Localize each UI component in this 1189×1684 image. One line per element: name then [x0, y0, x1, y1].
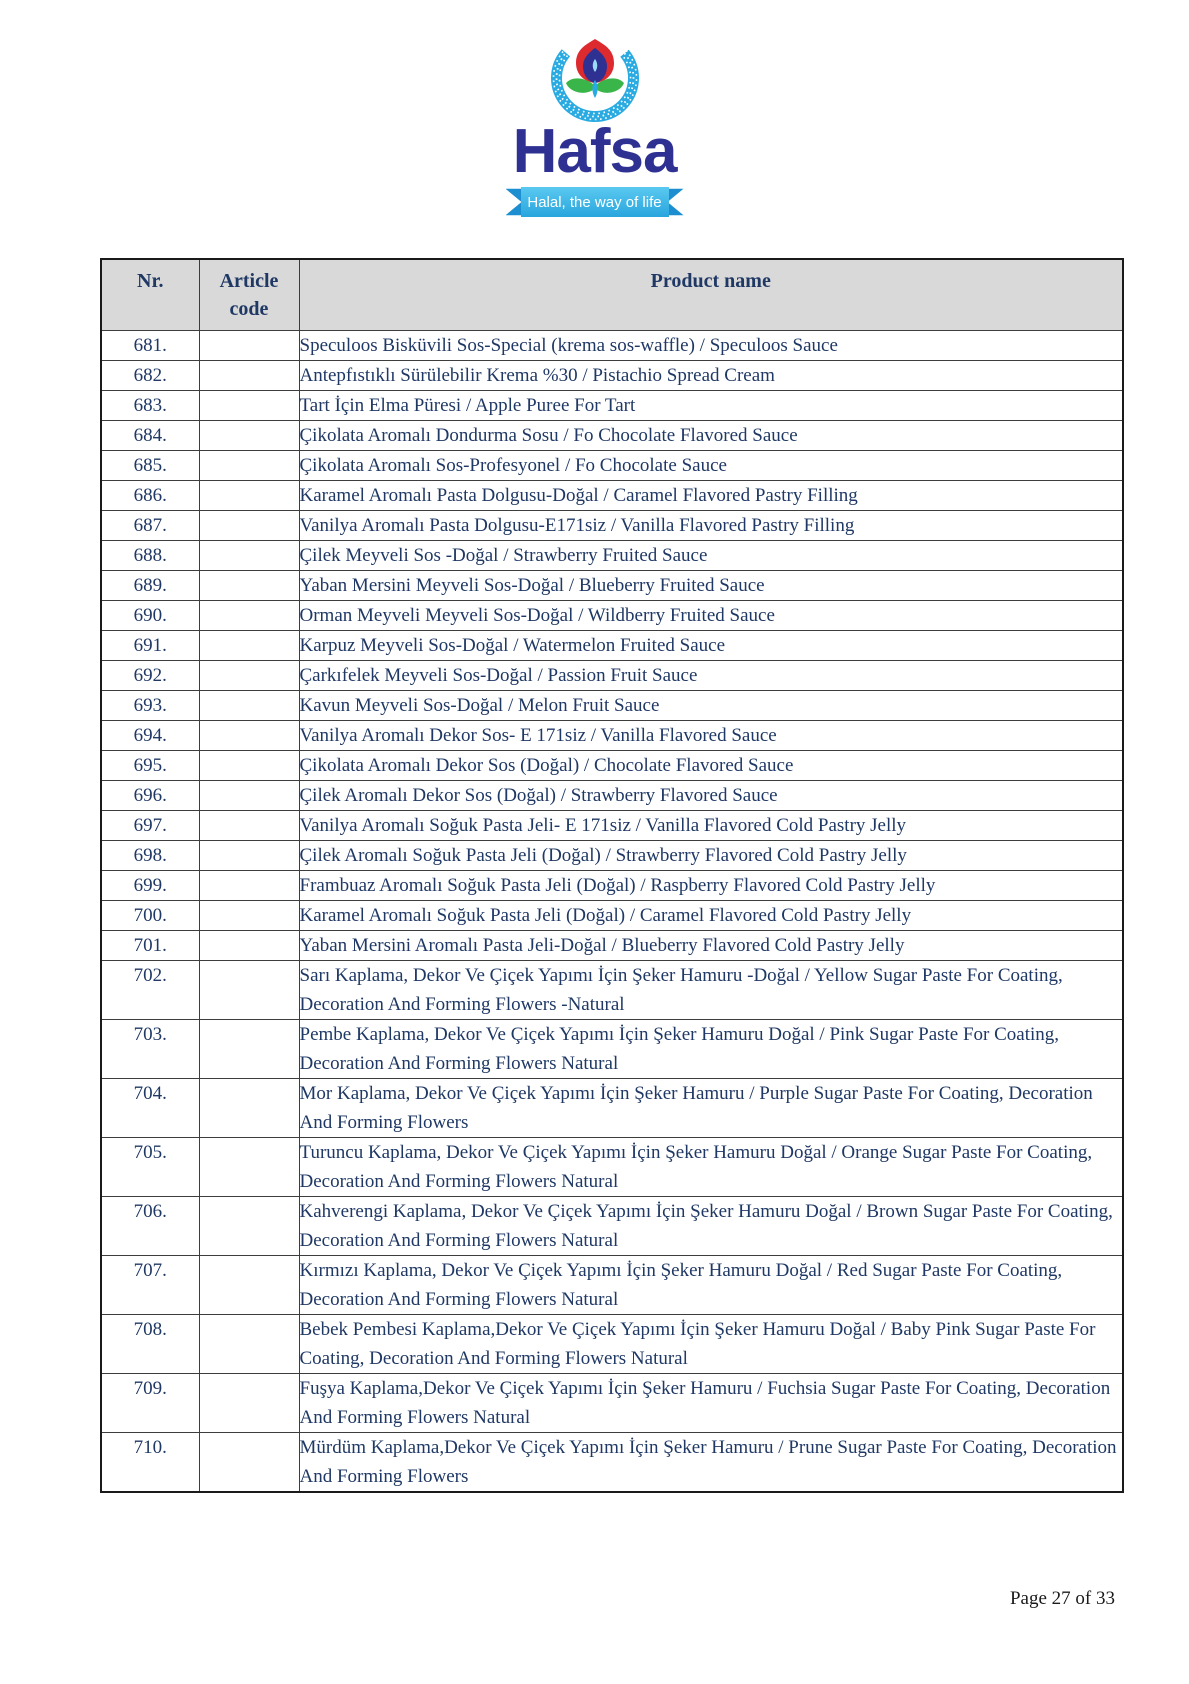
cell-nr: 709. — [101, 1374, 199, 1433]
cell-nr: 704. — [101, 1079, 199, 1138]
cell-article-code — [199, 661, 299, 691]
cell-product-name: Mürdüm Kaplama,Dekor Ve Çiçek Yapımı İçin Şeker Hamuru / Prune Sugar Paste For Coating, Decoration And Forming Flowers — [299, 1433, 1123, 1493]
table-row — [101, 1079, 1123, 1138]
table-row — [101, 931, 1123, 961]
table-row — [101, 481, 1123, 511]
cell-product-name: Kırmızı Kaplama, Dekor Ve Çiçek Yapımı İçin Şeker Hamuru Doğal / Red Sugar Paste For Coating, Decoration And Forming Flowers Natural — [299, 1256, 1123, 1315]
table-row — [101, 1197, 1123, 1256]
cell-nr: 681. — [101, 331, 199, 361]
cell-nr: 692. — [101, 661, 199, 691]
table-row — [101, 871, 1123, 901]
cell-nr: 683. — [101, 391, 199, 421]
table-row — [101, 1256, 1123, 1315]
cell-product-name: Çilek Aromalı Dekor Sos (Doğal) / Strawberry Flavored Sauce — [299, 781, 1123, 811]
cell-article-code — [199, 1138, 299, 1197]
cell-product-name: Orman Meyveli Meyveli Sos-Doğal / Wildberry Fruited Sauce — [299, 601, 1123, 631]
cell-nr: 697. — [101, 811, 199, 841]
cell-article-code — [199, 841, 299, 871]
table-row — [101, 961, 1123, 1020]
cell-article-code — [199, 481, 299, 511]
cell-product-name: Kahverengi Kaplama, Dekor Ve Çiçek Yapımı İçin Şeker Hamuru Doğal / Brown Sugar Paste For Coating, Decoration And Forming Flowers Natural — [299, 1197, 1123, 1256]
cell-product-name: Karpuz Meyveli Sos-Doğal / Watermelon Fruited Sauce — [299, 631, 1123, 661]
table-row — [101, 631, 1123, 661]
cell-product-name: Antepfıstıklı Sürülebilir Krema %30 / Pistachio Spread Cream — [299, 361, 1123, 391]
cell-article-code — [199, 1256, 299, 1315]
logo-wordmark: Hafsa — [512, 117, 677, 186]
column-header-article-code: Article code — [199, 259, 299, 331]
column-header-nr: Nr. — [101, 259, 199, 331]
cell-product-name: Vanilya Aromalı Pasta Dolgusu-E171siz / Vanilla Flavored Pastry Filling — [299, 511, 1123, 541]
table-header-row — [101, 259, 1123, 331]
cell-product-name: Çilek Aromalı Soğuk Pasta Jeli (Doğal) / Strawberry Flavored Cold Pastry Jelly — [299, 841, 1123, 871]
cell-article-code — [199, 451, 299, 481]
table-row — [101, 691, 1123, 721]
cell-product-name: Vanilya Aromalı Dekor Sos- E 171siz / Vanilla Flavored Sauce — [299, 721, 1123, 751]
cell-nr: 686. — [101, 481, 199, 511]
table-row — [101, 331, 1123, 361]
cell-nr: 702. — [101, 961, 199, 1020]
cell-product-name: Çilek Meyveli Sos -Doğal / Strawberry Fruited Sauce — [299, 541, 1123, 571]
tulip-crescent-icon — [545, 35, 645, 123]
cell-article-code — [199, 781, 299, 811]
products-table — [100, 258, 1124, 1493]
table-row — [101, 421, 1123, 451]
cell-article-code — [199, 391, 299, 421]
cell-article-code — [199, 1433, 299, 1493]
cell-article-code — [199, 901, 299, 931]
cell-article-code — [199, 541, 299, 571]
cell-article-code — [199, 751, 299, 781]
cell-product-name: Çikolata Aromalı Dondurma Sosu / Fo Chocolate Flavored Sauce — [299, 421, 1123, 451]
cell-product-name: Vanilya Aromalı Soğuk Pasta Jeli- E 171siz / Vanilla Flavored Cold Pastry Jelly — [299, 811, 1123, 841]
cell-product-name: Karamel Aromalı Pasta Dolgusu-Doğal / Caramel Flavored Pastry Filling — [299, 481, 1123, 511]
cell-nr: 691. — [101, 631, 199, 661]
cell-product-name: Karamel Aromalı Soğuk Pasta Jeli (Doğal) / Caramel Flavored Cold Pastry Jelly — [299, 901, 1123, 931]
cell-article-code — [199, 361, 299, 391]
table-row — [101, 751, 1123, 781]
logo-tagline: Halal, the way of life — [521, 187, 669, 217]
cell-article-code — [199, 331, 299, 361]
cell-nr: 682. — [101, 361, 199, 391]
cell-nr: 687. — [101, 511, 199, 541]
cell-article-code — [199, 421, 299, 451]
cell-product-name: Mor Kaplama, Dekor Ve Çiçek Yapımı İçin Şeker Hamuru / Purple Sugar Paste For Coating, Decoration And Forming Flowers — [299, 1079, 1123, 1138]
cell-nr: 696. — [101, 781, 199, 811]
cell-article-code — [199, 931, 299, 961]
cell-product-name: Fuşya Kaplama,Dekor Ve Çiçek Yapımı İçin Şeker Hamuru / Fuchsia Sugar Paste For Coating, Decoration And Forming Flowers Natural — [299, 1374, 1123, 1433]
cell-nr: 689. — [101, 571, 199, 601]
cell-product-name: Frambuaz Aromalı Soğuk Pasta Jeli (Doğal) / Raspberry Flavored Cold Pastry Jelly — [299, 871, 1123, 901]
cell-article-code — [199, 1315, 299, 1374]
table-row — [101, 901, 1123, 931]
cell-nr: 708. — [101, 1315, 199, 1374]
table-row — [101, 661, 1123, 691]
table-row — [101, 1433, 1123, 1493]
cell-nr: 705. — [101, 1138, 199, 1197]
cell-nr: 698. — [101, 841, 199, 871]
table-row — [101, 841, 1123, 871]
page-number: Page 27 of 33 — [1009, 1588, 1115, 1609]
cell-product-name: Çikolata Aromalı Dekor Sos (Doğal) / Chocolate Flavored Sauce — [299, 751, 1123, 781]
cell-article-code — [199, 601, 299, 631]
cell-product-name: Yaban Mersini Aromalı Pasta Jeli-Doğal / Blueberry Flavored Cold Pastry Jelly — [299, 931, 1123, 961]
table-row — [101, 601, 1123, 631]
table-row — [101, 1374, 1123, 1433]
cell-nr: 706. — [101, 1197, 199, 1256]
cell-product-name: Yaban Mersini Meyveli Sos-Doğal / Blueberry Fruited Sauce — [299, 571, 1123, 601]
table-row — [101, 451, 1123, 481]
cell-nr: 694. — [101, 721, 199, 751]
table-row — [101, 391, 1123, 421]
cell-article-code — [199, 631, 299, 661]
cell-nr: 688. — [101, 541, 199, 571]
cell-nr: 685. — [101, 451, 199, 481]
table-row — [101, 541, 1123, 571]
cell-nr: 684. — [101, 421, 199, 451]
cell-nr: 710. — [101, 1433, 199, 1493]
table-row — [101, 361, 1123, 391]
table-row — [101, 511, 1123, 541]
column-header-product-name: Product name — [299, 259, 1123, 331]
cell-product-name: Pembe Kaplama, Dekor Ve Çiçek Yapımı İçin Şeker Hamuru Doğal / Pink Sugar Paste For Coating, Decoration And Forming Flowers Natural — [299, 1020, 1123, 1079]
cell-article-code — [199, 871, 299, 901]
table-row — [101, 1315, 1123, 1374]
cell-nr: 699. — [101, 871, 199, 901]
cell-article-code — [199, 1197, 299, 1256]
cell-product-name: Çarkıfelek Meyveli Sos-Doğal / Passion Fruit Sauce — [299, 661, 1123, 691]
cell-article-code — [199, 511, 299, 541]
hafsa-logo — [0, 35, 1189, 217]
cell-nr: 693. — [101, 691, 199, 721]
cell-product-name: Speculoos Bisküvili Sos-Special (krema sos-waffle) / Speculoos Sauce — [299, 331, 1123, 361]
cell-article-code — [199, 811, 299, 841]
cell-article-code — [199, 691, 299, 721]
cell-nr: 690. — [101, 601, 199, 631]
cell-product-name: Çikolata Aromalı Sos-Profesyonel / Fo Chocolate Sauce — [299, 451, 1123, 481]
cell-product-name: Sarı Kaplama, Dekor Ve Çiçek Yapımı İçin Şeker Hamuru -Doğal / Yellow Sugar Paste For Coating, Decoration And Forming Flowers -Natural — [299, 961, 1123, 1020]
cell-nr: 707. — [101, 1256, 199, 1315]
cell-article-code — [199, 1374, 299, 1433]
cell-product-name: Kavun Meyveli Sos-Doğal / Melon Fruit Sauce — [299, 691, 1123, 721]
cell-article-code — [199, 721, 299, 751]
table-row — [101, 571, 1123, 601]
cell-nr: 703. — [101, 1020, 199, 1079]
table-row — [101, 1138, 1123, 1197]
cell-product-name: Bebek Pembesi Kaplama,Dekor Ve Çiçek Yapımı İçin Şeker Hamuru Doğal / Baby Pink Sugar Paste For Coating, Decoration And Forming Flowers Natural — [299, 1315, 1123, 1374]
cell-article-code — [199, 1020, 299, 1079]
cell-article-code — [199, 1079, 299, 1138]
cell-nr: 701. — [101, 931, 199, 961]
cell-product-name: Turuncu Kaplama, Dekor Ve Çiçek Yapımı İçin Şeker Hamuru Doğal / Orange Sugar Paste For Coating, Decoration And Forming Flowers Natural — [299, 1138, 1123, 1197]
table-row — [101, 811, 1123, 841]
table-row — [101, 721, 1123, 751]
cell-product-name: Tart İçin Elma Püresi / Apple Puree For Tart — [299, 391, 1123, 421]
table-row — [101, 781, 1123, 811]
table-row — [101, 1020, 1123, 1079]
cell-article-code — [199, 961, 299, 1020]
cell-nr: 695. — [101, 751, 199, 781]
cell-nr: 700. — [101, 901, 199, 931]
cell-article-code — [199, 571, 299, 601]
logo-ribbon — [506, 187, 684, 217]
